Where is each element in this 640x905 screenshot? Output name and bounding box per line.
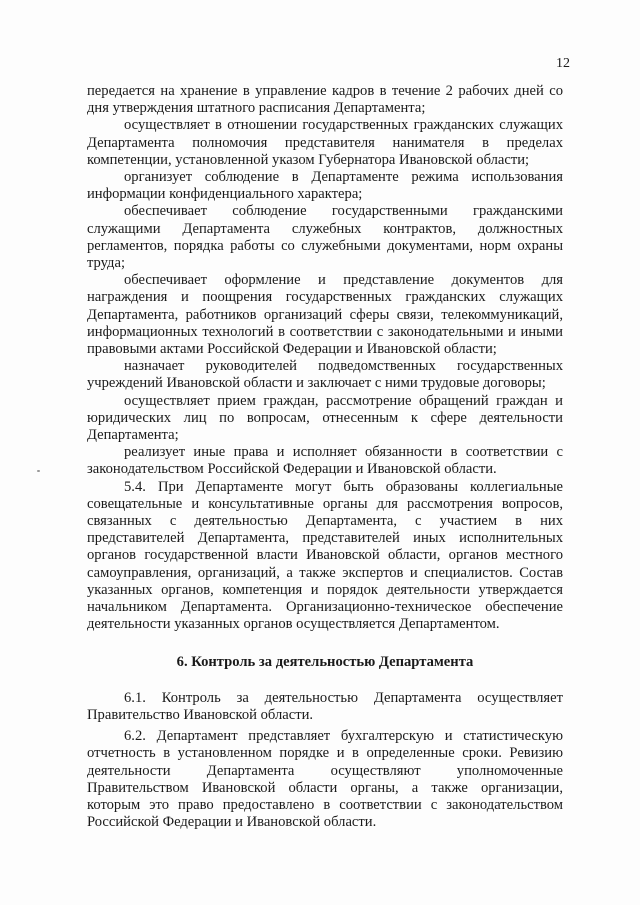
paragraph-6-2: 6.2. Департамент представляет бухгалтерскую и статистическую отчетность в установленном порядке и в определенные сроки. Ревизию деятельности Департамента осуществляют уполномоченные Правительством Ивановской области органы, а также организации, которым это право предоставлено в соответствии с законодательством Российской Федерации и Ивановской области.	[87, 728, 563, 831]
paragraph-5-4: 5.4. При Департаменте могут быть образованы коллегиальные совещательные и консультативные органы для рассмотрения вопросов, связанных с деятельностью Департамента, с участием в них представителей Департамента, представителей иных исполнительных органов государственной власти Ивановской области, органов местного самоуправления, организаций, а также экспертов и специалистов. Состав указанных органов, компетенция и порядок деятельности утверждается начальником Департамента. Организационно-техническое обеспечение деятельности указанных органов осуществляется Департаментом.	[87, 478, 563, 633]
paragraph-continuation: передается на хранение в управление кадров в течение 2 рабочих дней со дня утверждения штатного расписания Департамента;	[87, 83, 563, 117]
section-heading: 6. Контроль за деятельностью Департамента	[176, 653, 474, 670]
paragraph-other-rights: реализует иные права и исполняет обязанности в соответствии с законодательством Российской Федерации и Ивановской области.	[87, 444, 563, 478]
document-body	[87, 83, 563, 831]
paragraph-service-contracts: обеспечивает соблюдение государственными гражданскими служащими Департамента служебных контрактов, должностных регламентов, порядка работы со служебными документами, норм охраны труда;	[87, 203, 563, 272]
paragraph-citizen-reception: осуществляет прием граждан, рассмотрение обращений граждан и юридических лиц по вопросам, отнесенным к сфере деятельности Департамента;	[87, 392, 563, 444]
paragraph-appoints-heads: назначает руководителей подведомственных государственных учреждений Ивановской области и заключает с ними трудовые договоры;	[87, 358, 563, 392]
paragraph-confidential-info: организует соблюдение в Департаменте режима использования информации конфиденциального характера;	[87, 169, 563, 203]
page-number: 12	[556, 56, 570, 71]
paragraph-awards: обеспечивает оформление и представление документов для награждения и поощрения государственных гражданских служащих Департамента, работников организаций сферы связи, телекоммуникаций, информационных технологий в соответствии с законодательными и иными правовыми актами Российской Федерации и Ивановской области;	[87, 272, 563, 358]
paragraph-employer-powers: осуществляет в отношении государственных гражданских служащих Департамента полномочия представителя нанимателя в пределах компетенции, установленной указом Губернатора Ивановской области;	[87, 117, 563, 168]
scan-speck	[37, 470, 40, 472]
paragraph-6-1: 6.1. Контроль за деятельностью Департамента осуществляет Правительство Ивановской области.	[87, 689, 563, 723]
